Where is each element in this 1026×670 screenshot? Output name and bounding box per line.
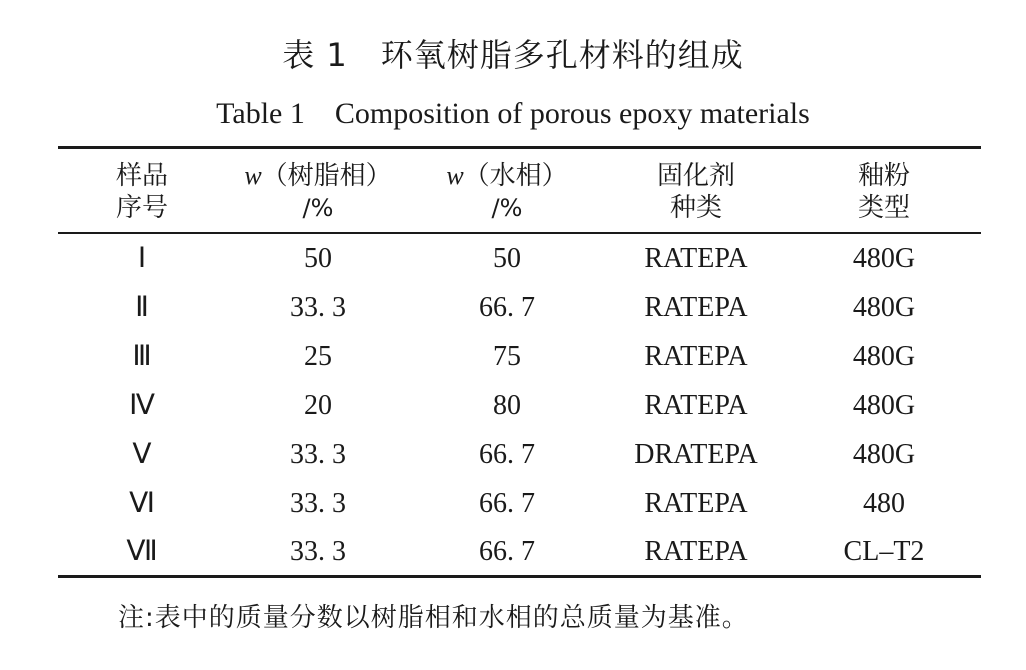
header-line: 种类 xyxy=(669,193,722,223)
cell-water: 66. 7 xyxy=(479,439,535,470)
cell-curing: RATEPA xyxy=(644,341,748,372)
table-row xyxy=(0,332,1026,381)
cell-curing: DRATEPA xyxy=(634,439,758,470)
cell-water: 66. 7 xyxy=(479,536,535,567)
cell-resin: 33. 3 xyxy=(290,439,346,470)
header-line: /% xyxy=(302,194,334,222)
header-glaze-type xyxy=(789,160,979,226)
table-row xyxy=(0,234,1026,283)
cell-water: 80 xyxy=(493,390,521,421)
top-rule xyxy=(58,146,981,149)
cell-resin: 33. 3 xyxy=(290,292,346,323)
cell-glaze: 480G xyxy=(852,292,916,323)
header-line: 样品 xyxy=(115,161,168,191)
cell-sample: Ⅱ xyxy=(135,292,149,323)
cell-resin: 20 xyxy=(304,390,332,421)
cell-sample: Ⅳ xyxy=(129,390,155,421)
cell-glaze: CL–T2 xyxy=(843,536,925,567)
header-line xyxy=(412,160,602,192)
mass-fraction-symbol: w xyxy=(244,161,262,190)
header-line: 序号 xyxy=(115,193,168,223)
cell-resin: 25 xyxy=(304,341,332,372)
header-resin-fraction xyxy=(223,160,413,226)
cell-glaze: 480 xyxy=(863,488,905,519)
table-row xyxy=(0,479,1026,528)
cell-glaze: 480G xyxy=(852,341,916,372)
cell-glaze: 480G xyxy=(852,243,916,274)
cell-curing: RATEPA xyxy=(644,536,748,567)
bottom-rule xyxy=(58,575,981,578)
cell-water: 66. 7 xyxy=(479,488,535,519)
cell-curing: RATEPA xyxy=(644,390,748,421)
cell-curing: RATEPA xyxy=(644,488,748,519)
cell-resin: 33. 3 xyxy=(290,536,346,567)
cell-glaze: 480G xyxy=(852,390,916,421)
table-title-cn: 表 1 环氧树脂多孔材料的组成 xyxy=(282,36,744,74)
header-line: 固化剂 xyxy=(656,161,735,191)
table-title-en: Table 1 Composition of porous epoxy materials xyxy=(216,97,810,130)
header-curing-agent xyxy=(601,160,791,226)
cell-resin: 50 xyxy=(304,243,332,274)
cell-sample: Ⅰ xyxy=(137,243,147,274)
cell-curing: RATEPA xyxy=(644,292,748,323)
header-water-fraction xyxy=(412,160,602,226)
table-footnote: 注:表中的质量分数以树脂相和水相的总质量为基准。 xyxy=(118,603,749,633)
header-line: /% xyxy=(491,194,523,222)
cell-curing: RATEPA xyxy=(644,243,748,274)
cell-water: 75 xyxy=(493,341,521,372)
cell-sample: Ⅴ xyxy=(132,439,152,470)
header-line xyxy=(223,160,413,192)
table-row xyxy=(0,430,1026,479)
header-text: （水相） xyxy=(463,161,568,191)
cell-water: 50 xyxy=(493,243,521,274)
table-row xyxy=(0,283,1026,332)
table-row xyxy=(0,527,1026,576)
cell-sample: Ⅲ xyxy=(132,341,152,372)
cell-sample: Ⅵ xyxy=(129,488,155,519)
mass-fraction-symbol: w xyxy=(446,161,464,190)
cell-sample: Ⅶ xyxy=(126,536,158,567)
header-sample-no xyxy=(47,160,237,226)
header-text: （树脂相） xyxy=(261,161,392,191)
cell-resin: 33. 3 xyxy=(290,488,346,519)
header-line: 釉粉 xyxy=(857,161,910,191)
table-row xyxy=(0,381,1026,430)
header-line: 类型 xyxy=(857,193,910,223)
cell-water: 66. 7 xyxy=(479,292,535,323)
cell-glaze: 480G xyxy=(852,439,916,470)
